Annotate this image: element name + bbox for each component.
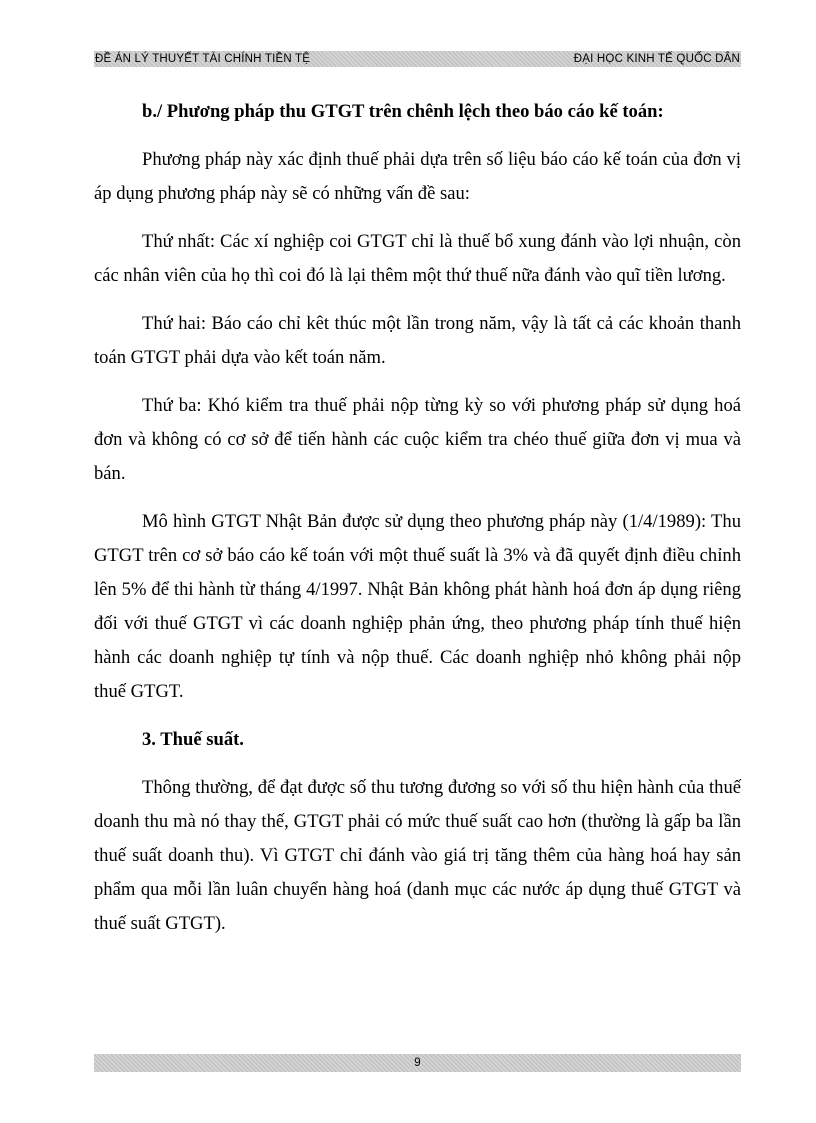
paragraph: Thứ hai: Báo cáo chỉ kêt thúc một lần trong năm, vậy là tất cả các khoản thanh toán GTGT phải dựa vào kết toán năm. — [94, 313, 741, 368]
header-left-title: ĐỀ ÁN LÝ THUYẾT TÀI CHÍNH TIỀN TỆ — [95, 53, 311, 65]
section-3-heading: 3. Thuế suất. — [142, 729, 244, 750]
document-body — [94, 95, 741, 955]
page-number: 9 — [414, 1057, 421, 1069]
page-header — [94, 51, 741, 67]
paragraph: Thông thường, để đạt được số thu tương đương so với số thu hiện hành của thuế doanh thu mà nó thay thế, GTGT phải có mức thuế suất cao hơn (thường là gấp ba lần thuế suất doanh thu). Vì GTGT chỉ đánh vào giá trị tăng thêm của hàng hoá hay sản phẩm qua mỗi lần luân chuyển hàng hoá (danh mục các nước áp dụng thuế GTGT và thuế suất GTGT). — [94, 777, 741, 934]
section-b-heading: b./ Phương pháp thu GTGT trên chênh lệch theo báo cáo kế toán: — [142, 101, 664, 122]
header-right-title: ĐẠI HỌC KINH TẾ QUỐC DÂN — [573, 53, 740, 65]
paragraph: Mô hình GTGT Nhật Bản được sử dụng theo phương pháp này (1/4/1989): Thu GTGT trên cơ sở báo cáo kế toán với một thuế suất là 3% và đã quyết định điều chỉnh lên 5% để thi hành từ tháng 4/1997. Nhật Bản không phát hành hoá đơn áp dụng riêng đối với thuế GTGT vì các doanh nghiệp phản ứng, theo phương pháp tính thuế hiện hành các doanh nghiệp tự tính và nộp thuế. Các doanh nghiệp nhỏ không phải nộp thuế GTGT. — [94, 511, 741, 702]
paragraph: Thứ nhất: Các xí nghiệp coi GTGT chỉ là thuế bổ xung đánh vào lợi nhuận, còn các nhân viên của họ thì coi đó là lại thêm một thứ thuế nữa đánh vào quĩ tiền lương. — [94, 231, 741, 286]
paragraph: Thứ ba: Khó kiểm tra thuế phải nộp từng kỳ so với phương pháp sử dụng hoá đơn và không có cơ sở để tiến hành các cuộc kiểm tra chéo thuế giữa đơn vị mua và bán. — [94, 395, 741, 484]
paragraph: Phương pháp này xác định thuế phải dựa trên số liệu báo cáo kế toán của đơn vị áp dụng phương pháp này sẽ có những vấn đề sau: — [94, 149, 741, 204]
page-footer — [94, 1054, 741, 1072]
